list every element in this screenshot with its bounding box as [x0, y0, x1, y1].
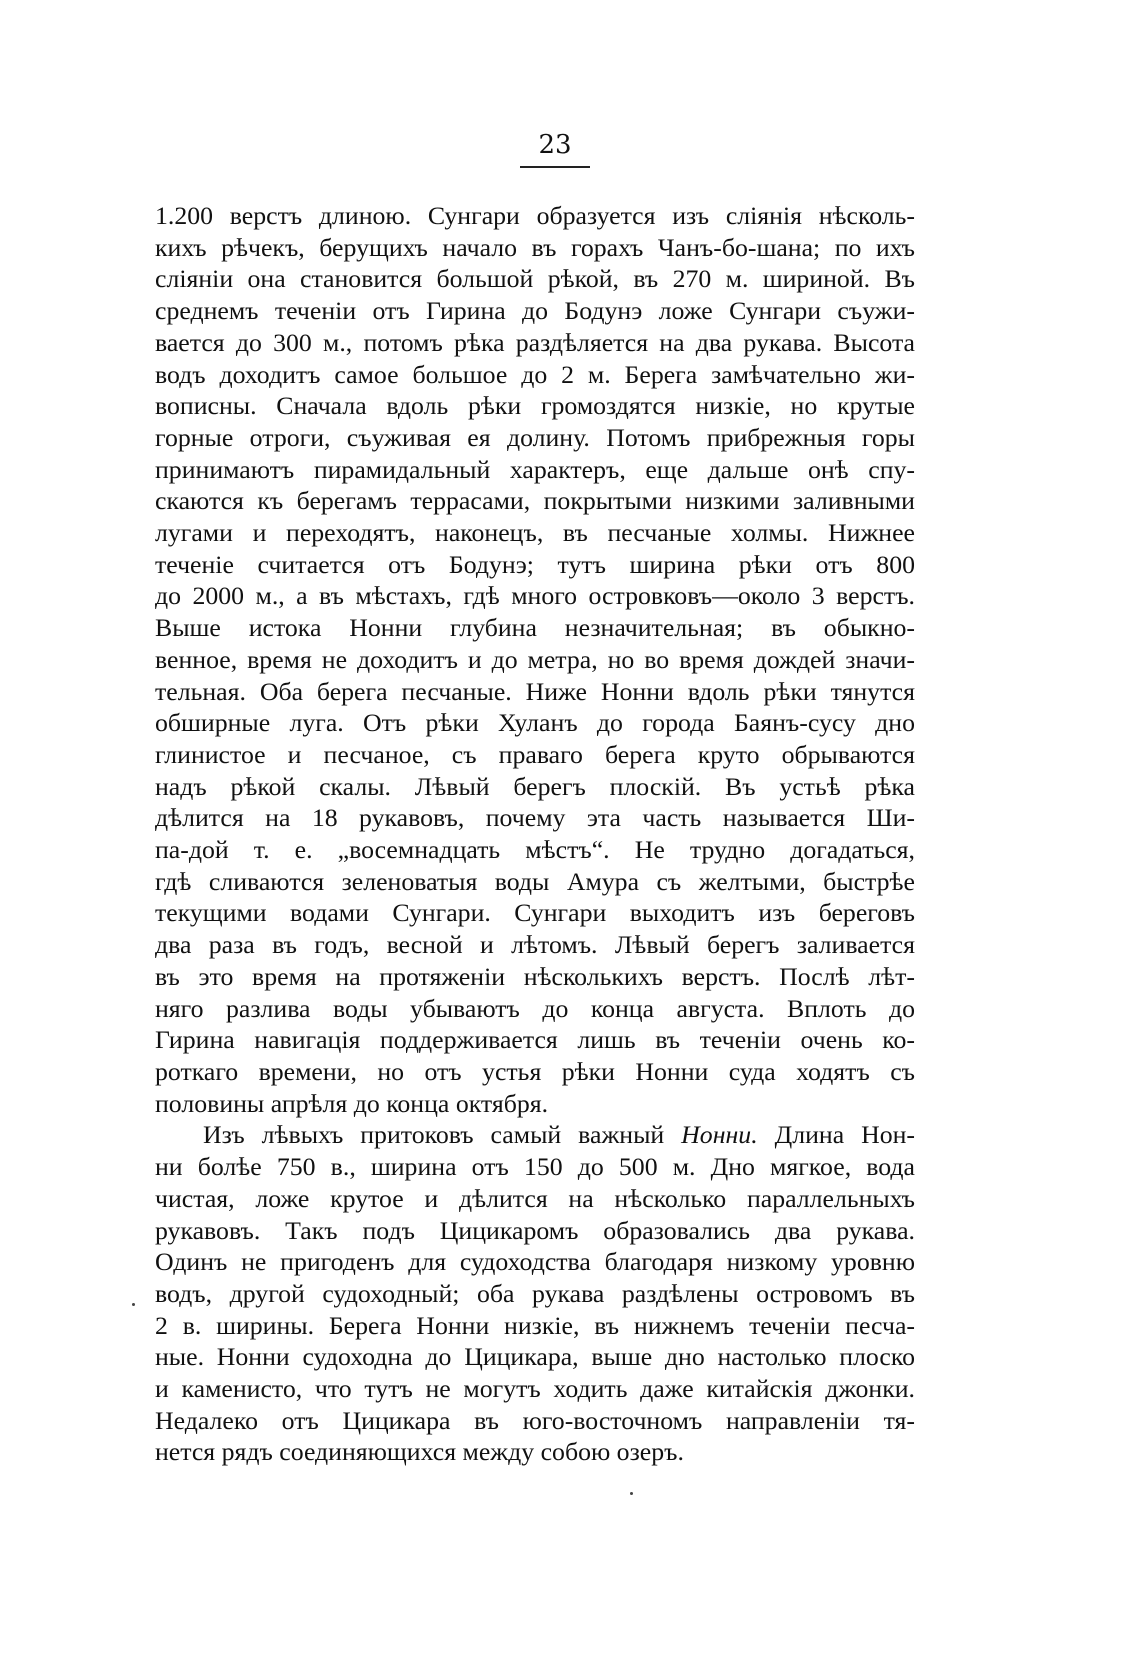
text-line: па-дой т. е. „восемнадцать мѣстъ“. Не трудно догадаться,: [155, 835, 915, 865]
page-number: 23: [520, 132, 590, 168]
text-line: чистая, ложе крутое и дѣлится на нѣсколько параллельныхъ: [155, 1183, 915, 1213]
text-line: ные. Нонни судоходна до Цицикара, выше дно настолько плоско: [155, 1342, 915, 1372]
river-name-italic: Нонни.: [681, 1120, 758, 1150]
text-line: лугами и переходятъ, наконецъ, въ песчаные холмы. Нижнее: [155, 518, 915, 548]
text-line: среднемъ теченіи отъ Гирина до Бодунэ ложе Сунгари съужи-: [155, 296, 915, 326]
text-line: Одинъ не пригоденъ для судоходства благодаря низкому уровню: [155, 1247, 915, 1277]
paragraph-2: [155, 1119, 915, 1468]
text-line: няго разлива воды убываютъ до конца августа. Вплоть до: [155, 993, 915, 1023]
text-body: [155, 200, 915, 1468]
print-speck: [630, 1492, 633, 1495]
text-segment: Длина Нон-: [774, 1120, 916, 1150]
text-line: водъ, другой судоходный; оба рукава раздѣлены островомъ въ: [155, 1278, 915, 1308]
text-line: текущими водами Сунгари. Сунгари выходитъ изъ береговъ: [155, 898, 915, 928]
text-line: и каменисто, что тутъ не могутъ ходить даже китайскія джонки.: [155, 1374, 915, 1404]
text-line: теченіе считается отъ Бодунэ; тутъ ширина рѣки отъ 800: [155, 549, 915, 579]
text-line: водъ доходитъ самое большое до 2 м. Берега замѣчательно жи-: [155, 359, 915, 389]
text-line: половины апрѣля до конца октября.: [155, 1088, 549, 1118]
text-line: 1.200 верстъ длиною. Сунгари образуется изъ сліянія нѣсколь-: [155, 201, 915, 230]
paragraph-1: [155, 200, 915, 1119]
text-line: горные отроги, съуживая ея долину. Потомъ прибрежныя горы: [155, 422, 915, 452]
text-line: принимаютъ пирамидальный характеръ, еще дальше онѣ спу-: [155, 454, 915, 484]
text-line: ни болѣе 750 в., ширина отъ 150 до 500 м. Дно мягкое, вода: [155, 1152, 915, 1182]
text-line: два раза въ годъ, весной и лѣтомъ. Лѣвый берегъ заливается: [155, 930, 915, 960]
text-line: надъ рѣкой скалы. Лѣвый берегъ плоскій. Въ устьѣ рѣка: [155, 771, 915, 801]
text-line: до 2000 м., а въ мѣстахъ, гдѣ много островковъ—около 3 верстъ.: [155, 581, 915, 611]
text-line: вописны. Сначала вдоль рѣки громоздятся низкіе, но крутые: [155, 391, 915, 421]
text-line: 2 в. ширины. Берега Нонни низкіе, въ нижнемъ теченіи песча-: [155, 1310, 915, 1340]
text-line: вается до 300 м., потомъ рѣка раздѣляется на два рукава. Высота: [155, 327, 915, 357]
text-line: Гирина навигація поддерживается лишь въ теченіи очень ко-: [155, 1025, 915, 1055]
text-line: скаются къ берегамъ террасами, покрытыми низкими заливными: [155, 486, 915, 516]
text-line: въ это время на протяженіи нѣсколькихъ верстъ. Послѣ лѣт-: [155, 961, 915, 991]
text-segment: Изъ лѣвыхъ притоковъ самый важный: [203, 1120, 665, 1150]
text-line: кихъ рѣчекъ, берущихъ начало въ горахъ Чанъ-бо-шана; по ихъ: [155, 232, 915, 262]
print-speck: [132, 1303, 135, 1306]
text-line: [155, 1119, 915, 1151]
text-line: обширные луга. Отъ рѣки Хуланъ до города Баянъ-сусу дно: [155, 708, 915, 738]
text-line: гдѣ сливаются зеленоватыя воды Амура съ желтыми, быстрѣе: [155, 866, 915, 896]
text-line: Недалеко отъ Цицикара въ юго-восточномъ направленіи тя-: [155, 1405, 915, 1435]
text-line: сліяніи она становится большой рѣкой, въ 270 м. шириной. Въ: [155, 264, 915, 294]
text-line: тельная. Оба берега песчаные. Ниже Нонни вдоль рѣки тянутся: [155, 676, 915, 706]
text-line: дѣлится на 18 рукавовъ, почему эта часть называется Ши-: [155, 803, 915, 833]
text-line: рукавовъ. Такъ подъ Цицикаромъ образовались два рукава.: [155, 1215, 915, 1245]
text-line: венное, время не доходитъ и до метра, но во время дождей значи-: [155, 644, 915, 674]
text-line: роткаго времени, но отъ устья рѣки Нонни суда ходятъ съ: [155, 1056, 915, 1086]
text-line: нется рядъ соединяющихся между собою озеръ.: [155, 1437, 684, 1467]
text-line: Выше истока Нонни глубина незначительная; въ обыкно-: [155, 613, 915, 643]
text-line: глинистое и песчаное, съ праваго берега круто обрываются: [155, 739, 915, 769]
